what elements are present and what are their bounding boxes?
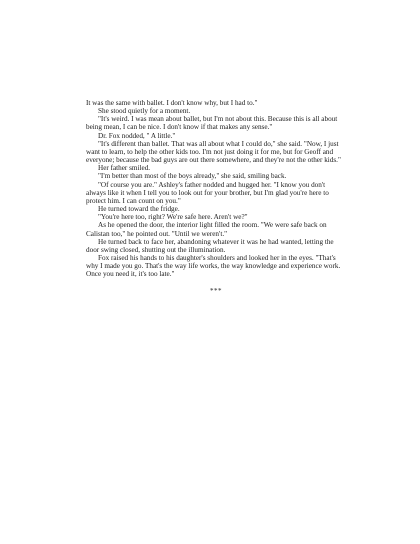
paragraph: "Of course you are." Ashley's father nodded and hugged her. "I know you don't always like it when I tell you to look out for your brother, but I'm glad you're here to protect him. I can count on you." — [86, 180, 329, 205]
paragraph: "You're here too, right? We're safe here. Aren't we?" — [98, 213, 248, 222]
body-text — [86, 99, 346, 296]
section-separator: *** — [210, 287, 222, 296]
paragraph: Her father smiled. — [98, 164, 151, 173]
paragraph: He turned toward the fridge. — [98, 205, 180, 214]
paragraph: Fox raised his hands to his daughter's shoulders and looked her in the eyes. "That's why I made you go. That's the way life works, the way knowledge and experience work. Once you need it, it's too late." — [86, 253, 341, 279]
paragraph: He turned back to face her, abandoning whatever it was he had wanted, letting the door swing closed, shutting out the illumination. — [86, 237, 334, 254]
paragraph: "It's different than ballet. That was all about what I could do," she said. "Now, I just want to learn, to help the other kids too. I'm not just doing it for me, but for Geoff and everyone; because the bad guys are out there somewhere, and they're not the other kids." — [86, 139, 341, 165]
paragraph: She stood quietly for a moment. — [98, 107, 191, 116]
paragraph: As he opened the door, the interior light filled the room. "We were safe back on Calistan too," he pointed out. "Until we weren't." — [86, 221, 327, 238]
paragraph: Dr. Fox nodded, " A little." — [98, 131, 176, 140]
paragraph: "It's weird. I was mean about ballet, but I'm not about this. Because this is all about being mean, I can be nice. I don't know if that makes any sense." — [86, 115, 338, 132]
paragraph: "I'm better than most of the boys already," she said, smiling back. — [98, 172, 287, 181]
paragraph: It was the same with ballet. I don't know why, but I had to." — [86, 99, 258, 107]
